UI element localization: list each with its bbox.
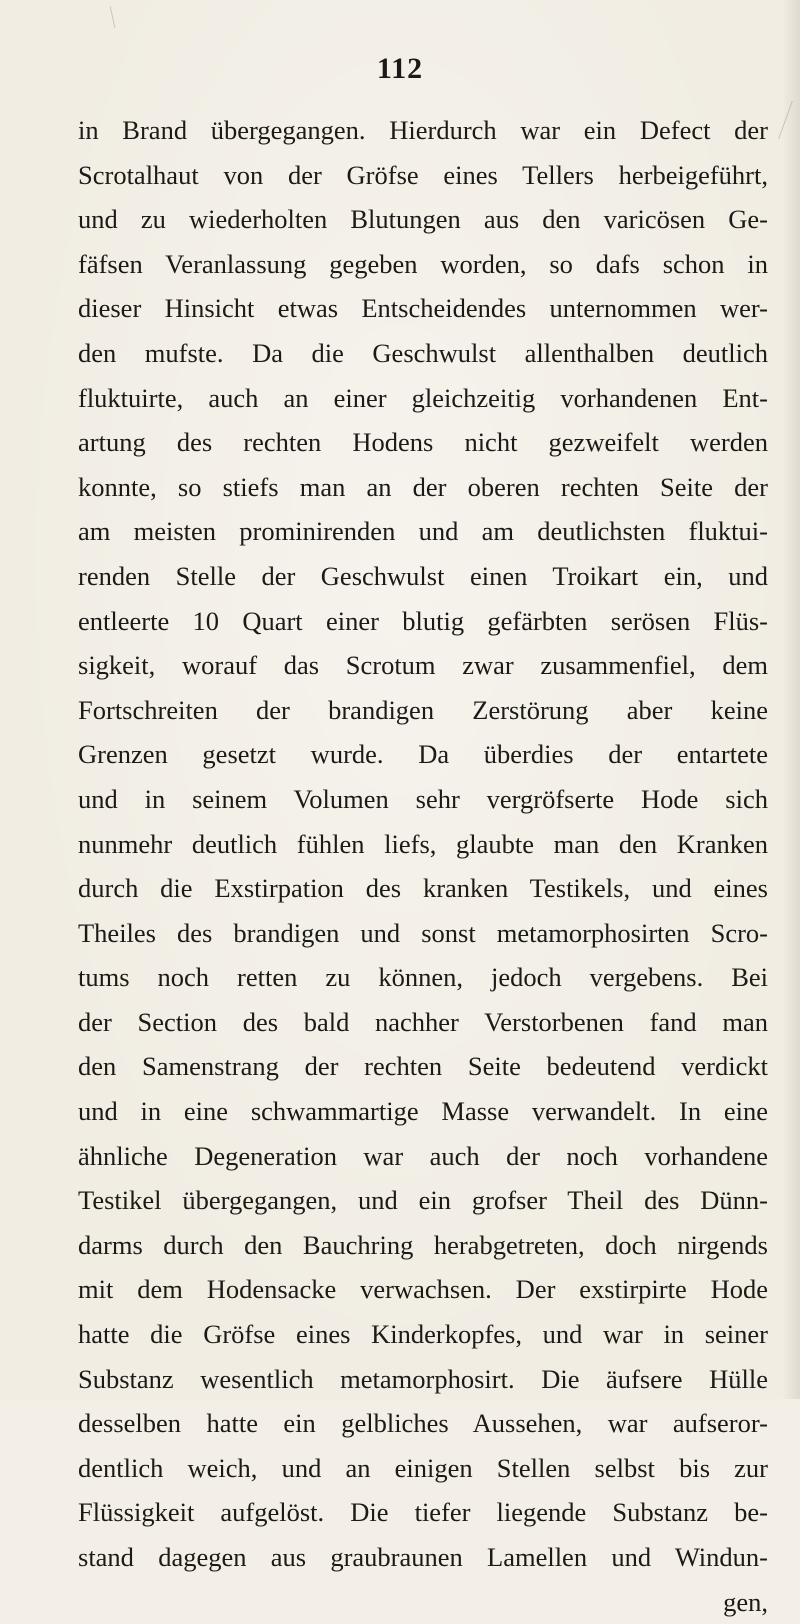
text-line: Testikel übergegangen, und ein grofser Theil des Dünn- (78, 1185, 768, 1216)
text-line: und zu wiederholten Blutungen aus den varicösen Ge- (78, 204, 768, 235)
text-line: dieser Hinsicht etwas Entscheidendes unternommen wer- (78, 293, 768, 324)
page-number: 112 (376, 52, 424, 85)
text-line: entleerte 10 Quart einer blutig gefärbten serösen Flüs- (78, 605, 768, 636)
text-line: Substanz wesentlich metamorphosirt. Die äufsere Hülle (78, 1363, 768, 1394)
body-text (78, 108, 768, 1624)
text-line: stand dagegen aus graubraunen Lamellen und Windun- (78, 1542, 768, 1572)
text-line: konnte, so stiefs man an der oberen rechten Seite der (78, 471, 768, 502)
text-line: Flüssigkeit aufgelöst. Die tiefer liegende Substanz be- (78, 1497, 768, 1528)
text-line: renden Stelle der Geschwulst einen Troikart ein, und (78, 560, 768, 591)
text-line: artung des rechten Hodens nicht gezweifelt werden (78, 427, 768, 458)
text-line: durch die Exstirpation des kranken Testikels, und eines (78, 873, 768, 904)
text-line: der Section des bald nachher Verstorbenen fand man (78, 1006, 768, 1037)
text-line: Grenzen gesetzt wurde. Da überdies der entartete (78, 739, 768, 770)
text-line: Theiles des brandigen und sonst metamorphosirten Scro- (78, 917, 768, 948)
page-edge-shadow (782, 0, 800, 1399)
text-line: dentlich weich, und an einigen Stellen selbst bis zur (78, 1452, 768, 1483)
text-line: tums noch retten zu können, jedoch vergebens. Bei (78, 962, 768, 993)
text-line: den Samenstrang der rechten Seite bedeutend verdickt (78, 1051, 768, 1082)
paper-blemish (110, 6, 116, 28)
text-line: mit dem Hodensacke verwachsen. Der exstirpirte Hode (78, 1274, 768, 1305)
text-line: darms durch den Bauchring herabgetreten, doch nirgends (78, 1229, 768, 1260)
text-line: nunmehr deutlich fühlen liefs, glaubte man den Kranken (78, 828, 768, 859)
text-line: fluktuirte, auch an einer gleichzeitig vorhandenen Ent- (78, 382, 768, 413)
text-line: Scrotalhaut von der Gröfse eines Tellers herbeigeführt, (78, 159, 768, 190)
text-line: am meisten prominirenden und am deutlichsten fluktui- (78, 516, 768, 547)
text-line: in Brand übergegangen. Hierdurch war ein Defect der (78, 115, 768, 145)
text-line: fäfsen Veranlassung gegeben worden, so dafs schon in (78, 248, 768, 279)
text-line: Fortschreiten der brandigen Zerstörung aber keine (78, 694, 768, 725)
text-line: desselben hatte ein gelbliches Aussehen, war aufseror- (78, 1408, 768, 1439)
text-line: den mufste. Da die Geschwulst allenthalben deutlich (78, 337, 768, 368)
text-line: hatte die Gröfse eines Kinderkopfes, und war in seiner (78, 1319, 768, 1350)
text-line: ähnliche Degeneration war auch der noch vorhandene (78, 1140, 768, 1171)
text-line: sigkeit, worauf das Scrotum zwar zusammenfiel, dem (78, 650, 768, 681)
text-line: und in seinem Volumen sehr vergröfserte Hode sich (78, 783, 768, 814)
text-line: und in eine schwammartige Masse verwandelt. In eine (78, 1096, 768, 1127)
catchword: gen, (723, 1586, 768, 1617)
